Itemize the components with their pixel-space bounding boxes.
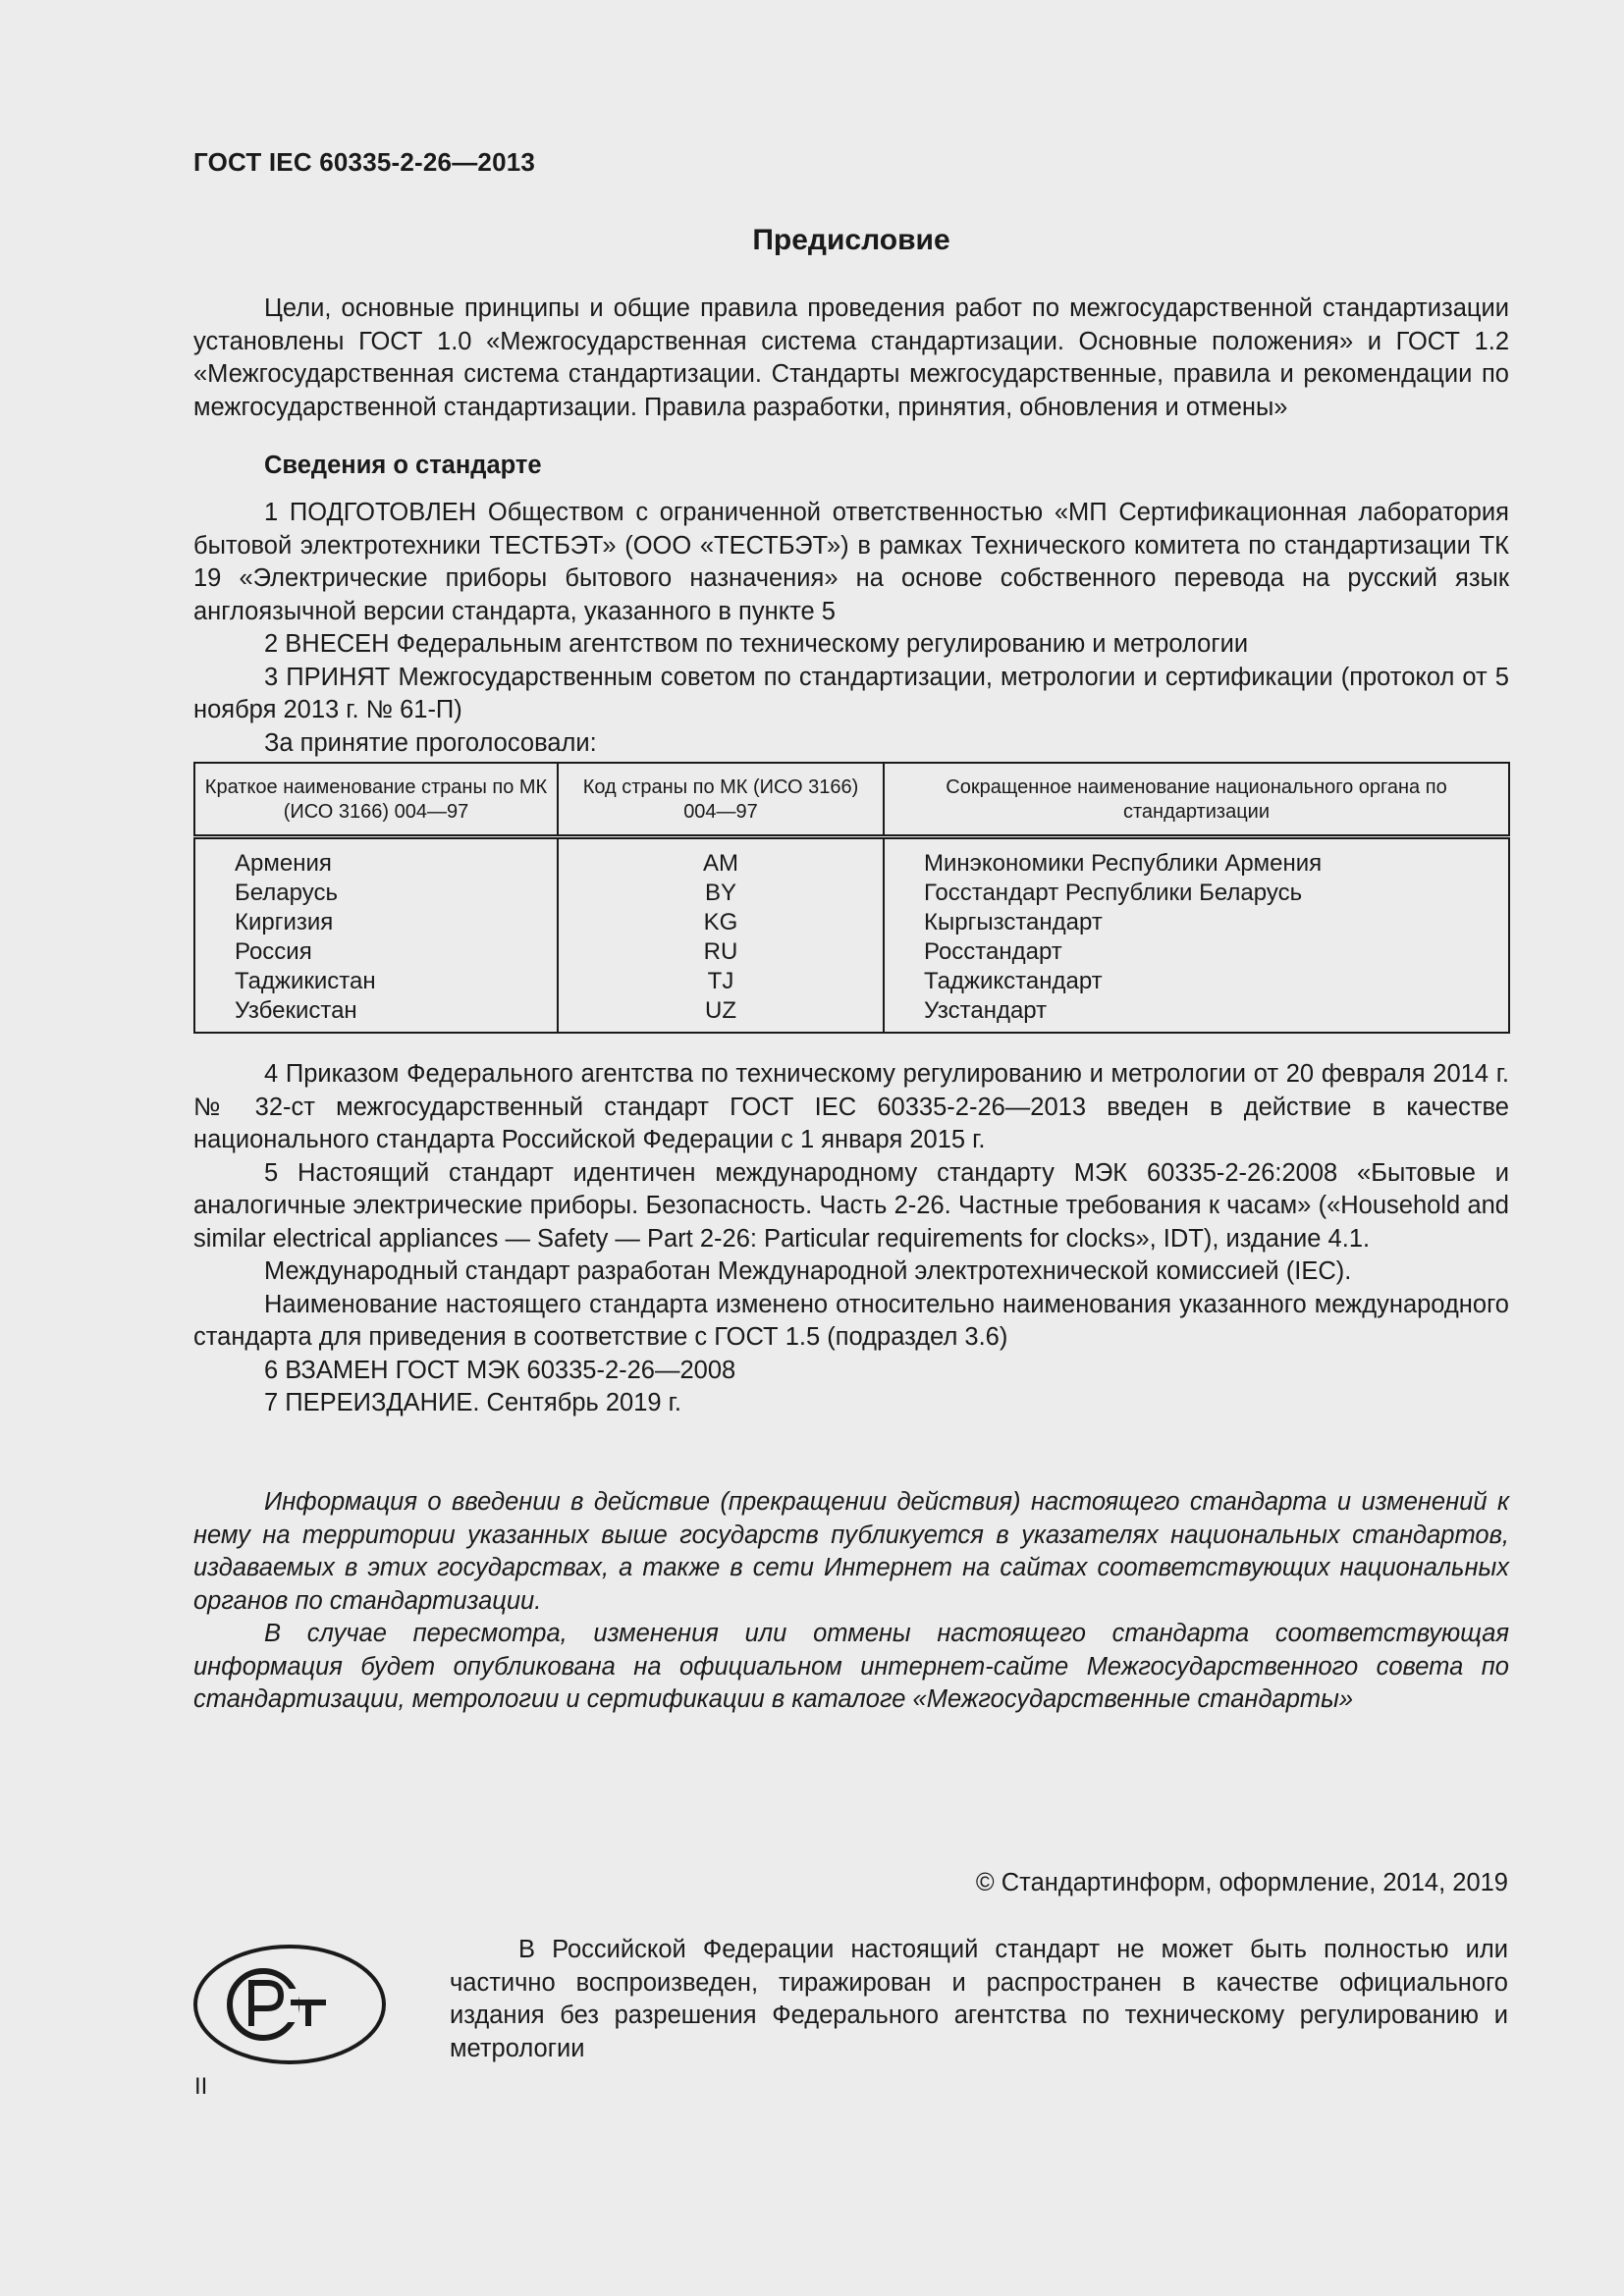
item-4: 4 Приказом Федерального агентства по техническому регулированию и метрологии от 20 февраля 2014 г. № 32-ст межгосударственный стандарт ГОСТ IEC 60335-2-26—2013 введен в действие в качестве национального стандарта Российской Федерации с 1 января 2015 г.: [193, 1060, 1509, 1153]
table-row: [194, 937, 1509, 967]
notice-section: [193, 1486, 1509, 1717]
table-row: [194, 908, 1509, 937]
table-cell: UZ: [558, 996, 884, 1033]
table-cell: Россия: [194, 937, 558, 967]
table-row: [194, 837, 1509, 880]
table-cell: Армения: [194, 837, 558, 880]
page-number: II: [194, 2073, 208, 2100]
document-id: ГОСТ IEC 60335-2-26—2013: [193, 147, 536, 177]
table-cell: Беларусь: [194, 879, 558, 908]
item-1: 1 ПОДГОТОВЛЕН Обществом с ограниченной ответственностью «МП Сертификационная лаборатория бытовой электротехники ТЕСТБЭТ» (ООО «ТЕСТБЭТ») в рамках Технического комитета по стандартизации ТК 19 «Электрические приборы бытового назначения» на основе собственного перевода на русский язык англоязычной версии стандарта, указанного в пункте 5: [193, 499, 1509, 625]
table-header-row: [194, 763, 1509, 837]
table-cell: Узстандарт: [884, 996, 1509, 1033]
column-header: Сокращенное наименование национального органа по стандартизации: [884, 763, 1509, 837]
item-5-note: Международный стандарт разработан Международной электротехнической комиссией (IEC).: [264, 1257, 1352, 1285]
item-5: 5 Настоящий стандарт идентичен международному стандарту МЭК 60335-2-26:2008 «Бытовые и аналогичные электрические приборы. Безопасность. Часть 2-26. Частные требования к часам» («Household and similar electrical appliances — Safety — Part 2-26: Particular requirements for clocks», IDT), издание 4.1.: [193, 1158, 1509, 1253]
item-2: 2 ВНЕСЕН Федеральным агентством по техническому регулированию и метрологии: [264, 630, 1249, 658]
item-7: 7 ПЕРЕИЗДАНИЕ. Сентябрь 2019 г.: [264, 1389, 681, 1416]
table-cell: KG: [558, 908, 884, 937]
column-header: Код страны по МК (ИСО 3166) 004—97: [558, 763, 884, 837]
copyright-line: © Стандартинформ, оформление, 2014, 2019: [975, 1869, 1508, 1896]
column-header: Краткое наименование страны по МК (ИСО 3166) 004—97: [194, 763, 558, 837]
table-cell: Таджикистан: [194, 967, 558, 996]
table-row: [194, 996, 1509, 1033]
item-3: 3 ПРИНЯТ Межгосударственным советом по стандартизации, метрологии и сертификации (протокол от 5 ноября 2013 г. № 61-П): [193, 663, 1509, 723]
item-5-rename-note: Наименование настоящего стандарта изменено относительно наименования указанного международного стандарта для приведения в соответствие с ГОСТ 1.5 (подраздел 3.6): [193, 1290, 1509, 1351]
table-cell: Киргизия: [194, 908, 558, 937]
table-cell: BY: [558, 879, 884, 908]
table-cell: RU: [558, 937, 884, 967]
rights-notice: В Российской Федерации настоящий стандарт не может быть полностью или частично воспроизведен, тиражирован и распространен в качестве официального издания без разрешения Федерального агентства по техническому регулированию и метрологии: [450, 1936, 1508, 2062]
items-section-2: [193, 1058, 1509, 1420]
voting-table: [193, 762, 1510, 1034]
intro-paragraph: Цели, основные принципы и общие правила проведения работ по межгосударственной стандартизации установлены ГОСТ 1.0 «Межгосударственная система стандартизации. Основные положения» и ГОСТ 1.2 «Межгосударственная система стандартизации. Стандарты межгосударственные, правила и рекомендации по межгосударственной стандартизации. Правила разработки, принятия, обновления и отмены»: [193, 294, 1509, 421]
info-heading: Сведения о стандарте: [264, 452, 542, 479]
table-row: [194, 879, 1509, 908]
table-cell: Кыргызстандарт: [884, 908, 1509, 937]
table-cell: Минэкономики Республики Армения: [884, 837, 1509, 880]
table-cell: Росстандарт: [884, 937, 1509, 967]
rst-logo-icon: [192, 1944, 387, 2065]
table-cell: AM: [558, 837, 884, 880]
intro-section: [193, 293, 1509, 424]
voted-label: За принятие проголосовали:: [264, 728, 597, 757]
page-title: Предисловие: [752, 224, 950, 256]
items-section-1: [193, 497, 1509, 760]
table-cell: TJ: [558, 967, 884, 996]
notice-paragraph: Информация о введении в действие (прекращении действия) настоящего стандарта и изменений к нему на территории указанных выше государств публикуется в указателях национальных стандартов, издаваемых в этих государствах, а также в сети Интернет на сайтах соответствующих национальных органов по стандартизации.: [193, 1488, 1509, 1615]
notice-paragraph: В случае пересмотра, изменения или отмены настоящего стандарта соответствующая информация будет опубликована на официальном интернет-сайте Межгосударственного совета по стандартизации, метрологии и сертификации в каталоге «Межгосударственные стандарты»: [193, 1620, 1509, 1713]
table-cell: Госстандарт Республики Беларусь: [884, 879, 1509, 908]
info-heading-block: [193, 450, 1509, 483]
table-cell: Узбекистан: [194, 996, 558, 1033]
table-cell: Таджикстандарт: [884, 967, 1509, 996]
item-6: 6 ВЗАМЕН ГОСТ МЭК 60335-2-26—2008: [264, 1356, 736, 1384]
table-row: [194, 967, 1509, 996]
